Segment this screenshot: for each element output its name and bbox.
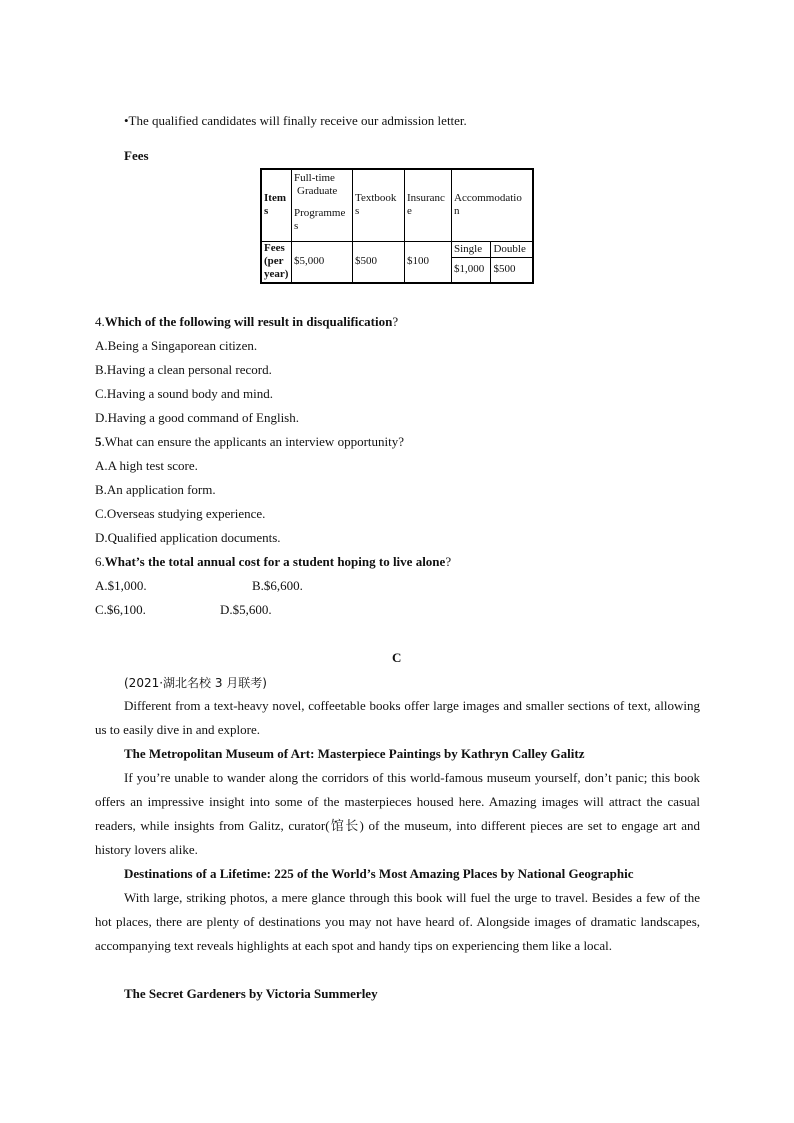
- question-6: 6.What’s the total annual cost for a student hoping to live alone?: [95, 554, 452, 569]
- single-label: Single: [452, 241, 491, 257]
- book2-description: With large, striking photos, a mere glance through this book will fuel the urge to travel. Besides a few of the hot places, there are plenty of destinations you may not have heard of. Alongside images of dramatic landscapes, accompanying text reveals highlights at each spot and handy tips on experiencing them like a local.: [95, 890, 700, 953]
- accommodation-header: Accommodatio n: [452, 169, 534, 241]
- q4-option-b[interactable]: B.Having a clean personal record.: [95, 362, 272, 377]
- q4-option-c[interactable]: C.Having a sound body and mind.: [95, 386, 274, 401]
- book2-title: Destinations of a Lifetime: 225 of the World’s Most Amazing Places by National Geographic: [124, 866, 634, 881]
- q5-option-c[interactable]: C.Overseas studying experience.: [95, 506, 266, 521]
- textbooks-header: Textbook s: [353, 169, 405, 241]
- insurance-header: Insuranc e: [405, 169, 452, 241]
- fees-table: [260, 168, 534, 284]
- double-label: Double: [491, 241, 533, 257]
- single-fee: $1,000: [452, 257, 491, 283]
- q6-option-a[interactable]: A.$1,000.: [95, 578, 147, 593]
- q6-option-d[interactable]: D.$5,600.: [220, 602, 272, 617]
- q6-option-c[interactable]: C.$6,100.: [95, 602, 146, 617]
- q5-number: 5: [95, 434, 102, 449]
- q6-option-b[interactable]: B.$6,600.: [252, 578, 303, 593]
- items-header: Item s: [261, 169, 292, 241]
- question-4: 4.Which of the following will result in disqualification?: [95, 314, 399, 329]
- q5-text: What can ensure the applicants an interview opportunity: [104, 434, 399, 449]
- passage-intro: Different from a text-heavy novel, coffeetable books offer large images and smaller sections of text, allowing us to easily dive in and explore.: [95, 698, 700, 737]
- book1-title: The Metropolitan Museum of Art: Masterpiece Paintings by Kathryn Calley Galitz: [124, 746, 585, 761]
- fulltime-header: [292, 169, 353, 241]
- q5-option-a[interactable]: A.A high test score.: [95, 458, 198, 473]
- fulltime-line3: Programme s: [294, 207, 346, 232]
- q4-option-d[interactable]: D.Having a good command of English.: [95, 410, 299, 425]
- q4-option-a[interactable]: A.Being a Singaporean citizen.: [95, 338, 258, 353]
- fulltime-line2: Graduate: [297, 185, 338, 197]
- passage-source: (2021·湖北名校 3 月联考): [124, 676, 267, 690]
- q5-option-b[interactable]: B.An application form.: [95, 482, 216, 497]
- q4-number: 4: [95, 314, 102, 329]
- q6-text: What’s the total annual cost for a student hoping to live alone: [104, 554, 446, 569]
- book1-description: If you’re unable to wander along the corridors of this world-famous museum yourself, don’t panic; this book offers an impressive insight into some of the masterpieces housed here. Amazing images will attract the casual readers, while insights from Galitz, curator(馆长) of the museum, into different pieces are set to engage art and history lovers alike.: [95, 770, 700, 857]
- book3-title: The Secret Gardeners by Victoria Summerley: [124, 986, 378, 1001]
- q5-option-d[interactable]: D.Qualified application documents.: [95, 530, 281, 545]
- double-fee: $500: [491, 257, 533, 283]
- question-5: 5.What can ensure the applicants an interview opportunity?: [95, 434, 405, 449]
- admission-note: •The qualified candidates will finally receive our admission letter.: [124, 113, 467, 128]
- insurance-fee: $100: [405, 241, 452, 283]
- fees-heading: Fees: [124, 148, 149, 163]
- fulltime-line1: Full-time: [294, 172, 335, 184]
- section-label: C: [392, 650, 402, 665]
- q6-number: 6: [95, 554, 102, 569]
- q4-text: Which of the following will result in disqualification: [104, 314, 393, 329]
- textbook-fee: $500: [353, 241, 405, 283]
- fees-row-label: Fees (per year): [261, 241, 292, 283]
- fulltime-fee: $5,000: [292, 241, 353, 283]
